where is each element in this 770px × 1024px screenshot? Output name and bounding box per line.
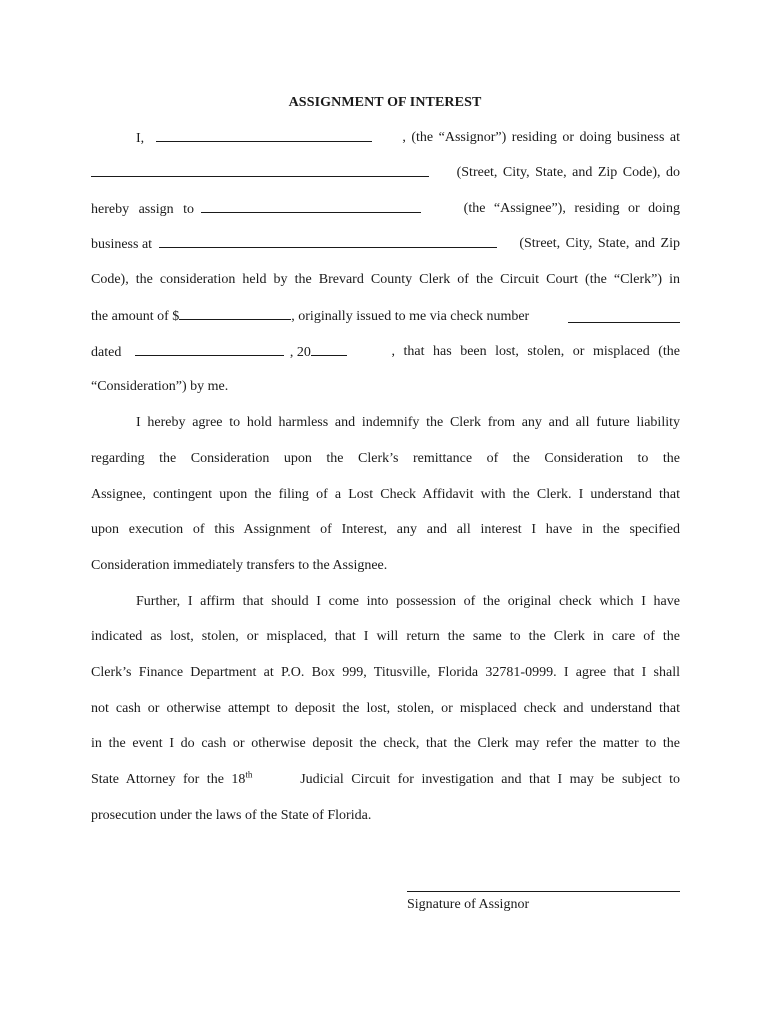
p1-line-8: “Consideration”) by me. <box>91 379 229 394</box>
p1-line-6: the amount of $ , originally issued to me via check number <box>91 306 680 326</box>
p1-line-7: dated , 20 , that has been lost, stolen, or misplaced (the <box>91 344 680 360</box>
p1-line-3: hereby assign to (the “Assignee”), residing or doing <box>91 201 680 217</box>
p2-line-2: regarding the Consideration upon the Clerk’s remittance of the Consideration to the <box>91 451 680 466</box>
signature-line[interactable] <box>407 891 680 892</box>
p3-line-7: prosecution under the laws of the State of Florida. <box>91 808 372 823</box>
p1-line-4: business at (Street, City, State, and Zip <box>91 236 680 252</box>
p2-line-3: Assignee, contingent upon the filing of a Lost Check Affidavit with the Clerk. I understand that <box>91 487 680 502</box>
signature-label: Signature of Assignor <box>407 897 530 912</box>
p2-line-1: I hereby agree to hold harmless and indemnify the Clerk from any and all future liability <box>136 415 680 430</box>
assignee-address-blank[interactable] <box>159 234 497 248</box>
assignor-address-blank[interactable] <box>91 163 429 177</box>
p3-line-1: Further, I affirm that should I come into possession of the original check which I have <box>136 594 680 609</box>
p3-line-4: not cash or otherwise attempt to deposit the lost, stolen, or misplaced check and understand that <box>91 701 680 716</box>
check-date-blank[interactable] <box>135 342 284 356</box>
p1-line-5: Code), the consideration held by the Brevard County Clerk of the Circuit Court (the “Clerk”) in <box>91 272 680 287</box>
amount-blank[interactable] <box>179 306 291 320</box>
check-year-blank[interactable] <box>311 342 347 356</box>
document-title: ASSIGNMENT OF INTEREST <box>288 95 482 110</box>
p2-line-5: Consideration immediately transfers to the Assignee. <box>91 558 388 573</box>
p2-line-4: upon execution of this Assignment of Interest, any and all interest I have in the specified <box>91 522 680 537</box>
assignee-name-blank[interactable] <box>201 199 421 213</box>
p1-line-2: (Street, City, State, and Zip Code), do <box>91 163 680 183</box>
p1-line-1: I, , (the “Assignor”) residing or doing business at <box>136 130 680 146</box>
p3-line-3: Clerk’s Finance Department at P.O. Box 999, Titusville, Florida 32781-0999. I agree that I shall <box>91 665 680 680</box>
p3-line-2: indicated as lost, stolen, or misplaced, that I will return the same to the Clerk in care of the <box>91 629 680 644</box>
p3-line-6: State Attorney for the 18th Judicial Circuit for investigation and that I may be subject to <box>91 769 680 787</box>
assignor-name-blank[interactable] <box>156 128 372 142</box>
p3-line-5: in the event I do cash or otherwise deposit the check, that the Clerk may refer the matter to the <box>91 736 680 751</box>
check-number-blank[interactable] <box>568 309 680 323</box>
